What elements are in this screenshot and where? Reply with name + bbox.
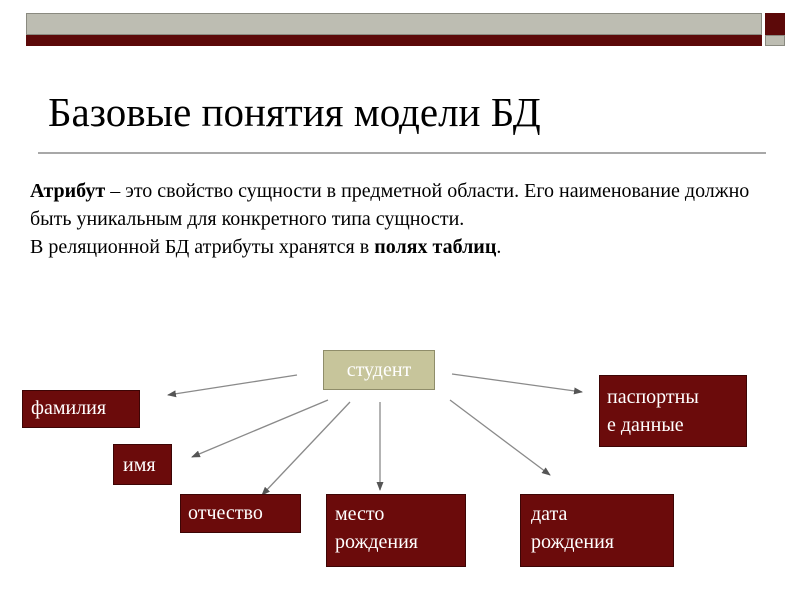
arrow-to-surname (168, 375, 297, 395)
entity-student: студент (323, 350, 435, 390)
attribute-surname-label: фамилия (31, 397, 107, 419)
attribute-birthdate (520, 494, 674, 567)
attribute-birthdate-line2: рождения (531, 531, 614, 553)
storage-bold: полях таблиц (374, 236, 497, 258)
attribute-name-label: имя (123, 454, 156, 476)
term-attribute: Атрибут (30, 180, 106, 202)
arrow-to-patronymic (262, 402, 350, 495)
attribute-name (113, 444, 172, 485)
attribute-patronymic-label: отчество (188, 502, 263, 524)
attribute-passport-line1: паспортны (607, 386, 699, 408)
attribute-patronymic (180, 494, 301, 533)
attribute-birthplace-line1: место (335, 503, 385, 525)
attribute-surname (22, 390, 140, 428)
arrow-to-name (192, 400, 328, 457)
attribute-birthdate-line1: дата (531, 503, 568, 525)
slide-title: Базовые понятия модели БД (48, 89, 541, 135)
attribute-passport (599, 375, 747, 447)
arrow-to-passport (452, 374, 582, 392)
arrow-to-birthdate (450, 400, 550, 475)
attribute-passport-line2: е данные (607, 414, 684, 436)
attribute-birthplace-line2: рождения (335, 531, 418, 553)
definition-text: – это свойство сущности в предметной области. Его наименование должно быть уникальным для конкретного типа сущности. (30, 180, 750, 230)
storage-prefix: В реляционной БД атрибуты хранятся в (30, 236, 375, 258)
attribute-birthplace (326, 494, 466, 567)
storage-suffix: . (496, 236, 502, 258)
